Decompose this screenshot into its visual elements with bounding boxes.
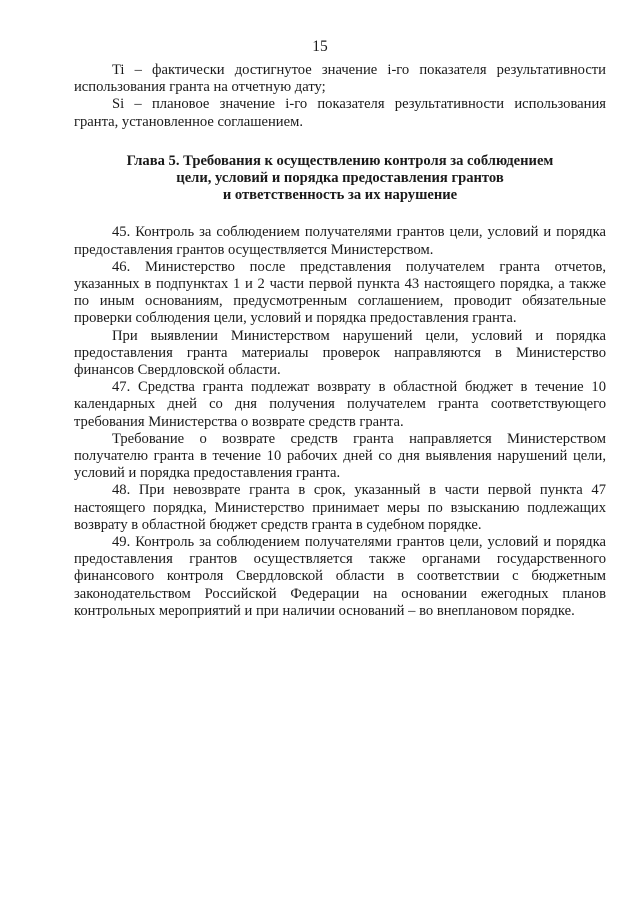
paragraph-46: 46. Министерство после представления получателем гранта отчетов, указанных в подпунктах 1 и 2 части первой пункта 43 настоящего порядка, а также по иным основаниям, предусмотренным соглашением, проводит обязательные проверки соблюдения цели, условий и порядка предоставления гранта. (74, 258, 606, 327)
definition-ti: Ti – фактически достигнутое значение i-го показателя результативности использования гранта на отчетную дату; (74, 62, 606, 96)
paragraph-46-part-2: При выявлении Министерством нарушений цели, условий и порядка предоставления гранта материалы проверок направляются в Министерство финансов Свердловской области. (74, 327, 606, 379)
chapter-heading-line-3: и ответственность за их нарушение (222, 187, 458, 204)
chapter-heading-line-1: Глава 5. Требования к осуществлению контроля за соблюдением (126, 152, 554, 169)
page-number: 15 (312, 38, 328, 55)
chapter-heading-line-2: цели, условий и порядка предоставления грантов (176, 170, 504, 187)
definition-si: Si – плановое значение i-го показателя результативности использования гранта, установленное соглашением. (74, 96, 606, 130)
document-body (74, 62, 606, 620)
paragraph-48: 48. При невозврате гранта в срок, указанный в части первой пункта 47 настоящего порядка, Министерство принимает меры по взысканию подлежащих возврату в областной бюджет средств гранта в судебном порядке. (74, 482, 606, 533)
paragraph-47-part-2: Требование о возврате средств гранта направляется Министерством получателю гранта в течение 10 рабочих дней со дня выявления нарушений цели, условий и порядка предоставления гранта. (74, 430, 606, 482)
paragraph-49: 49. Контроль за соблюдением получателями грантов цели, условий и порядка предоставления грантов осуществляется также органами государственного финансового контроля Свердловской области в соответствии с бюджетным законодательством Российской Федерации на основании ежегодных планов контрольных мероприятий и при наличии оснований – во внеплановом порядке. (74, 534, 606, 619)
chapter-heading (74, 153, 606, 205)
paragraph-45: 45. Контроль за соблюдением получателями грантов цели, условий и порядка предоставления грантов осуществляется Министерством. (74, 224, 606, 258)
paragraph-47: 47. Средства гранта подлежат возврату в областной бюджет в течение 10 календарных дней со дня получения получателем гранта соответствующего требования Министерства о возврате средств гранта. (74, 379, 606, 430)
